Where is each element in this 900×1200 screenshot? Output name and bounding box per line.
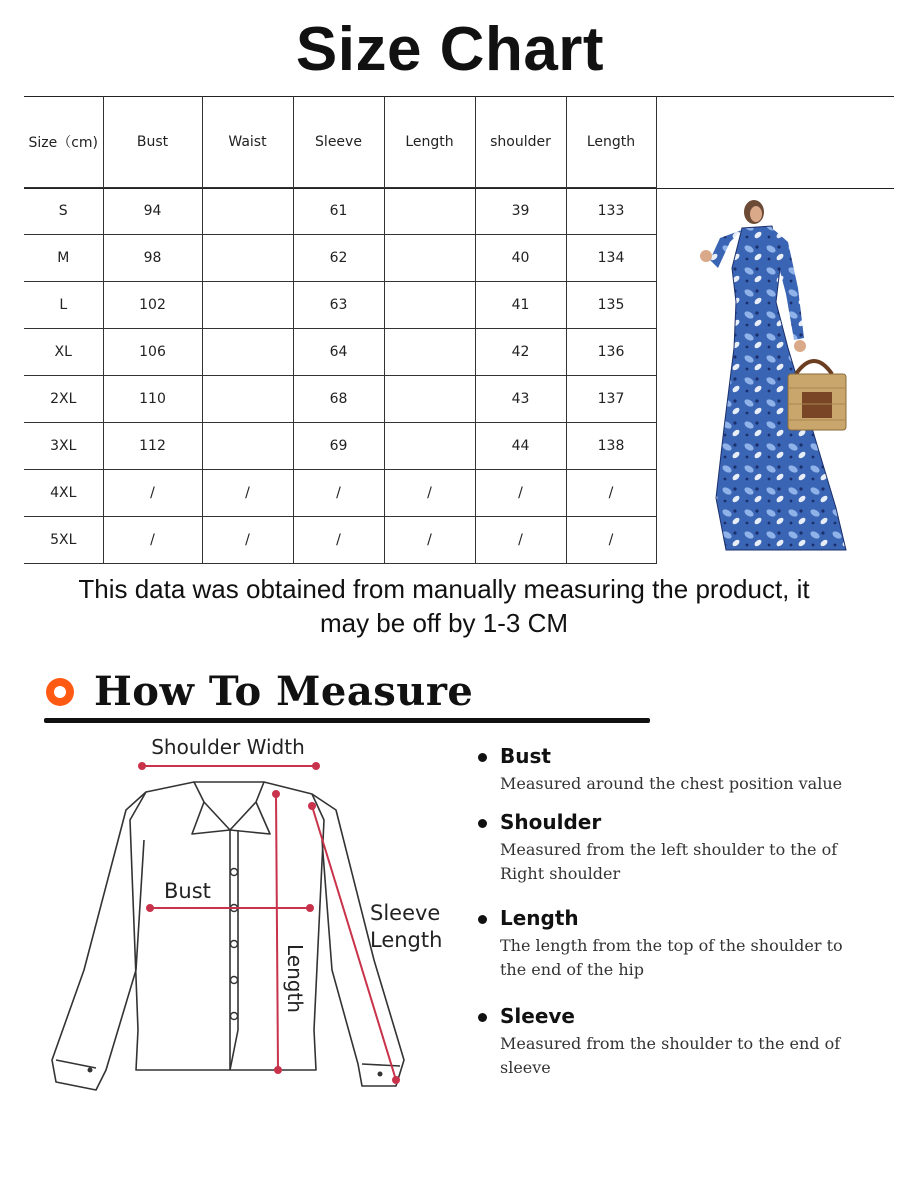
bullet-icon <box>478 819 487 828</box>
shirt-measurement-diagram <box>44 730 464 1110</box>
table-cell: / <box>202 470 293 517</box>
table-cell <box>384 188 475 235</box>
column-header: Waist <box>202 96 293 188</box>
definition-term: Bust <box>500 744 551 768</box>
size-cell: M <box>24 235 103 282</box>
size-cell: 4XL <box>24 470 103 517</box>
header-underline <box>44 718 650 723</box>
bullet-icon <box>478 753 487 762</box>
size-table-grid <box>24 96 657 564</box>
size-cell: 5XL <box>24 517 103 564</box>
bullet-icon <box>478 1013 487 1022</box>
table-row <box>24 282 656 329</box>
table-cell: / <box>475 517 566 564</box>
sleeve-length-label-line2: Length <box>370 928 443 952</box>
table-cell <box>202 329 293 376</box>
table-cell: 112 <box>103 423 202 470</box>
table-cell: 106 <box>103 329 202 376</box>
table-cell: / <box>103 470 202 517</box>
table-cell: 39 <box>475 188 566 235</box>
table-cell: / <box>103 517 202 564</box>
column-header: Size（cm) <box>24 96 103 188</box>
bust-label: Bust <box>164 879 211 903</box>
length-label: Length <box>283 944 307 1013</box>
table-cell: / <box>475 470 566 517</box>
definition-term: Sleeve <box>500 1004 575 1028</box>
how-to-measure-title: How To Measure <box>94 668 474 715</box>
definition-term: Length <box>500 906 579 930</box>
table-cell: 136 <box>566 329 656 376</box>
column-header: Length <box>566 96 656 188</box>
how-to-measure-header <box>44 662 654 724</box>
table-cell <box>202 188 293 235</box>
definition-text: The length from the top of the shoulder to the end of the hip <box>500 936 843 979</box>
table-cell: 43 <box>475 376 566 423</box>
table-cell: 102 <box>103 282 202 329</box>
table-cell <box>202 423 293 470</box>
model-dress-photo <box>676 198 890 558</box>
size-cell: 3XL <box>24 423 103 470</box>
table-cell: / <box>566 470 656 517</box>
measurement-note <box>14 572 874 640</box>
column-header: Length <box>384 96 475 188</box>
table-cell: 137 <box>566 376 656 423</box>
definition-term: Shoulder <box>500 810 602 834</box>
note-line-2: may be off by 1-3 CM <box>319 608 569 638</box>
note-line-1: This data was obtained from manually measuring the product, it <box>78 574 810 604</box>
bullet-icon <box>478 915 487 924</box>
definition-text: Measured from the left shoulder to the of Right shoulder <box>500 840 838 883</box>
table-cell: 138 <box>566 423 656 470</box>
table-cell: 94 <box>103 188 202 235</box>
sleeve-length-label-line1: Sleeve <box>370 901 441 925</box>
table-cell: 134 <box>566 235 656 282</box>
table-row <box>24 376 656 423</box>
size-cell: S <box>24 188 103 235</box>
size-cell: XL <box>24 329 103 376</box>
table-cell: / <box>566 517 656 564</box>
table-header-row <box>24 96 656 188</box>
table-cell: 135 <box>566 282 656 329</box>
table-cell: 68 <box>293 376 384 423</box>
table-cell: / <box>384 517 475 564</box>
table-row <box>24 423 656 470</box>
table-cell <box>384 282 475 329</box>
table-cell: 63 <box>293 282 384 329</box>
table-cell: 61 <box>293 188 384 235</box>
table-cell: / <box>384 470 475 517</box>
table-row <box>24 188 656 235</box>
table-cell <box>202 376 293 423</box>
table-cell: 64 <box>293 329 384 376</box>
table-cell: 44 <box>475 423 566 470</box>
table-cell: 40 <box>475 235 566 282</box>
table-row <box>24 235 656 282</box>
table-cell: / <box>293 470 384 517</box>
column-header: Sleeve <box>293 96 384 188</box>
page-title: Size Chart <box>295 15 605 84</box>
shoulder-width-label: Shoulder Width <box>151 735 305 759</box>
size-cell: L <box>24 282 103 329</box>
table-cell <box>384 423 475 470</box>
definition-text: Measured around the chest position value <box>500 774 843 793</box>
table-cell: / <box>202 517 293 564</box>
table-cell <box>384 376 475 423</box>
table-cell: 42 <box>475 329 566 376</box>
table-cell <box>202 282 293 329</box>
definition-text: Measured from the shoulder to the end of sleeve <box>500 1034 841 1077</box>
size-cell: 2XL <box>24 376 103 423</box>
table-cell: 41 <box>475 282 566 329</box>
table-cell: 133 <box>566 188 656 235</box>
column-header: shoulder <box>475 96 566 188</box>
column-header: Bust <box>103 96 202 188</box>
table-cell <box>384 235 475 282</box>
orange-ring-icon <box>46 678 74 706</box>
table-cell: / <box>293 517 384 564</box>
table-cell: 62 <box>293 235 384 282</box>
table-row <box>24 329 656 376</box>
table-cell: 98 <box>103 235 202 282</box>
table-cell: 110 <box>103 376 202 423</box>
table-cell: 69 <box>293 423 384 470</box>
table-cell <box>202 235 293 282</box>
table-row <box>24 470 656 517</box>
table-cell <box>384 329 475 376</box>
table-row <box>24 517 656 564</box>
